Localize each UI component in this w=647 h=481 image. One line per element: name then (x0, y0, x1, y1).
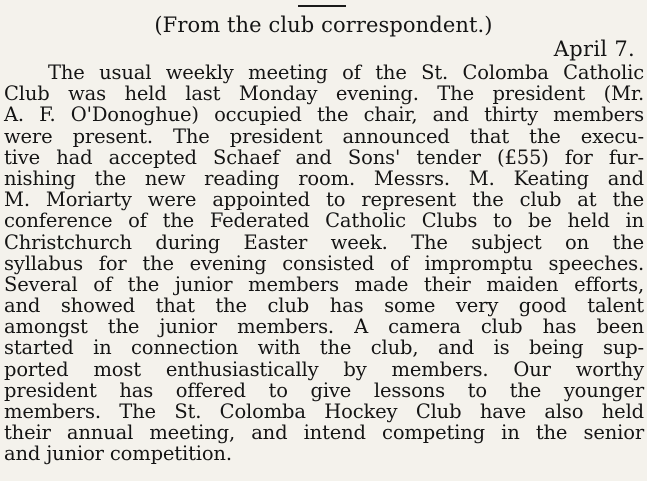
article-line: amongst the junior members. A camera club has been (4, 315, 644, 339)
header-rule (298, 5, 346, 7)
article-line: A. F. O'Donoghue) occupied the chair, and thirty members (4, 103, 644, 127)
article-line: started in connection with the club, and is being sup- (4, 336, 644, 360)
article-line: nishing the new reading room. Messrs. M. Keating and (4, 166, 644, 190)
article-line: conference of the Federated Catholic Clubs to be held in (4, 209, 644, 233)
article-line: tive had accepted Schaef and Sons' tender (£55) for fur- (4, 145, 644, 169)
byline: (From the club correspondent.) (154, 13, 493, 37)
article-line: their annual meeting, and intend competing in the senior (4, 421, 644, 445)
article-line: were present. The president announced that the execu- (4, 124, 644, 148)
article-line: and showed that the club has some very good talent (4, 294, 644, 318)
article-line: president has offered to give lessons to the younger (4, 378, 644, 402)
article-line: The usual weekly meeting of the St. Colomba Catholic (48, 61, 644, 84)
article-body (4, 62, 644, 465)
article-line: members. The St. Colomba Hockey Club have also held (4, 400, 644, 423)
article-line: syllabus for the evening consisted of impromptu speeches. (4, 251, 644, 275)
article-line: and junior competition. (4, 442, 232, 466)
article-line: Christchurch during Easter week. The subject on the (4, 230, 644, 254)
article-line: ported most enthusiastically by members. Our worthy (4, 357, 644, 381)
article-line: Several of the junior members made their maiden efforts, (4, 272, 644, 296)
article-line: M. Moriarty were appointed to represent the club at the (4, 188, 644, 212)
dateline: April 7. (553, 37, 635, 61)
article-line: Club was held last Monday evening. The president (Mr. (4, 82, 644, 106)
